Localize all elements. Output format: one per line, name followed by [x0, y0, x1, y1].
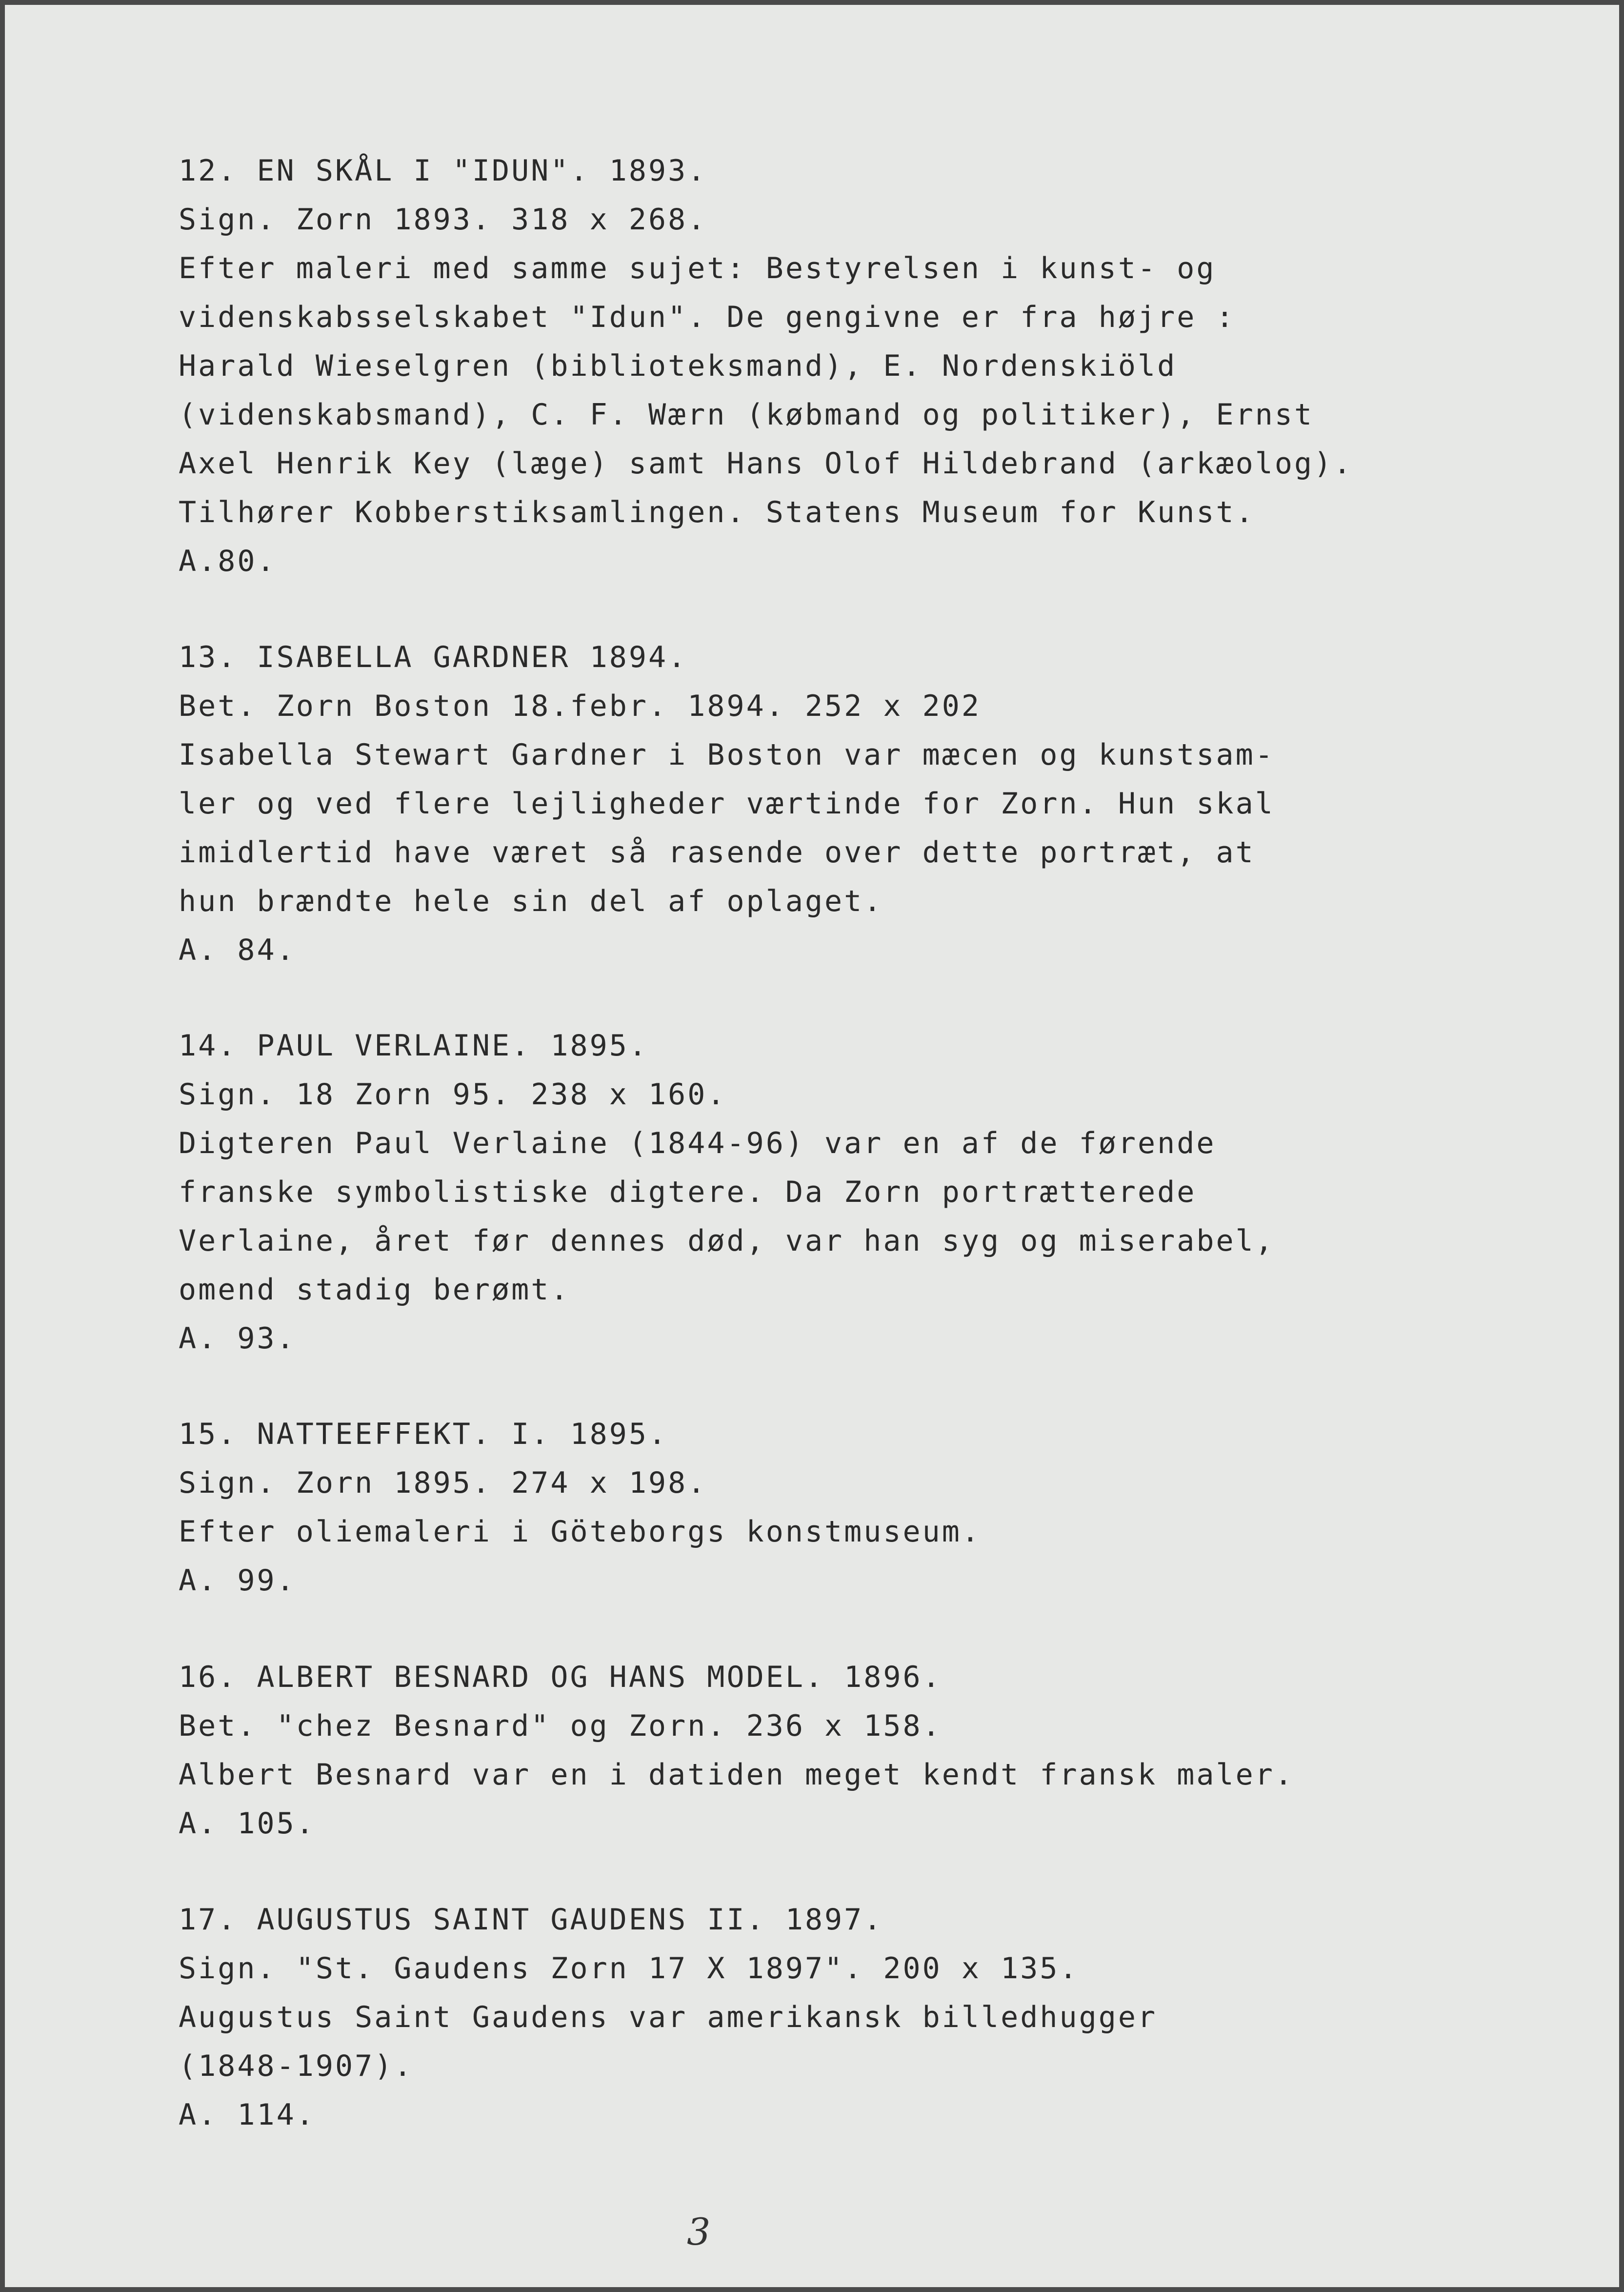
entry-text-line: Axel Henrik Key (læge) samt Hans Olof Hildebrand (arkæolog). [179, 446, 1353, 481]
entry-reference: A.80. [179, 544, 277, 578]
document-page [5, 5, 1619, 2287]
entry-title: 17. AUGUSTUS SAINT GAUDENS II. 1897. [179, 1903, 883, 1937]
entry-text-line: franske symbolistiske digtere. Da Zorn portrætterede [179, 1175, 1197, 1209]
entry-reference: A. 84. [179, 933, 296, 967]
entry-title: 16. ALBERT BESNARD OG HANS MODEL. 1896. [179, 1660, 942, 1694]
entry-title: 14. PAUL VERLAINE. 1895. [179, 1029, 648, 1063]
entry-text-line: Verlaine, året før dennes død, var han syg og miserabel, [179, 1224, 1275, 1258]
entry-text-line: (videnskabsmand), C. F. Wærn (købmand og politiker), Ernst [179, 398, 1314, 432]
entry-title: 13. ISABELLA GARDNER 1894. [179, 640, 688, 674]
entry-text-line: Efter oliemaleri i Göteborgs konstmuseum. [179, 1515, 982, 1549]
entry-text-line: ler og ved flere lejligheder værtinde for Zorn. Hun skal [179, 787, 1275, 821]
catalogue-entry-15 [179, 1410, 1408, 1605]
entry-reference: A. 93. [179, 1321, 296, 1356]
entry-reference: A. 105. [179, 1806, 316, 1841]
entry-signature: Sign. "St. Gaudens Zorn 17 X 1897". 200 x 135. [179, 1951, 1079, 1986]
entry-title: 12. EN SKÅL I "IDUN". 1893. [179, 154, 707, 188]
page-number: 3 [687, 2210, 711, 2253]
entry-signature: Bet. "chez Besnard" og Zorn. 236 x 158. [179, 1709, 942, 1743]
entry-text-line: omend stadig berømt. [179, 1273, 570, 1307]
catalogue-entry-13 [179, 633, 1408, 974]
entry-reference: A. 99. [179, 1563, 296, 1598]
catalogue-entry-12 [179, 146, 1408, 586]
entry-title: 15. NATTEEFFEKT. I. 1895. [179, 1417, 668, 1451]
entry-text-line: hun brændte hele sin del af oplaget. [179, 884, 883, 918]
entry-signature: Sign. Zorn 1895. 274 x 198. [179, 1466, 707, 1500]
entry-reference: A. 114. [179, 2098, 316, 2132]
catalogue-entry-17 [179, 1895, 1408, 2139]
entry-text-line: Digteren Paul Verlaine (1844-96) var en af de førende [179, 1126, 1216, 1160]
entry-text-line: (1848-1907). [179, 2049, 414, 2083]
entry-text-line: Tilhører Kobberstiksamlingen. Statens Museum for Kunst. [179, 495, 1255, 529]
entry-text-line: videnskabsselskabet "Idun". De gengivne er fra højre : [179, 300, 1236, 334]
entry-text-line: Albert Besnard var en i datiden meget kendt fransk maler. [179, 1758, 1295, 1792]
entry-signature: Sign. 18 Zorn 95. 238 x 160. [179, 1077, 727, 1112]
entry-text-line: Augustus Saint Gaudens var amerikansk billedhugger [179, 2000, 1158, 2034]
entry-text-line: Harald Wieselgren (biblioteksmand), E. Nordenskiöld [179, 349, 1177, 383]
entry-text-line: Isabella Stewart Gardner i Boston var mæcen og kunstsam- [179, 738, 1275, 772]
entry-text-line: imidlertid have været så rasende over dette portræt, at [179, 835, 1255, 870]
entry-signature: Sign. Zorn 1893. 318 x 268. [179, 203, 707, 237]
entry-signature: Bet. Zorn Boston 18.febr. 1894. 252 x 202 [179, 689, 982, 723]
catalogue-entry-14 [179, 1021, 1408, 1363]
catalogue-entry-16 [179, 1653, 1408, 1848]
entry-text-line: Efter maleri med samme sujet: Bestyrelsen i kunst- og [179, 251, 1216, 285]
